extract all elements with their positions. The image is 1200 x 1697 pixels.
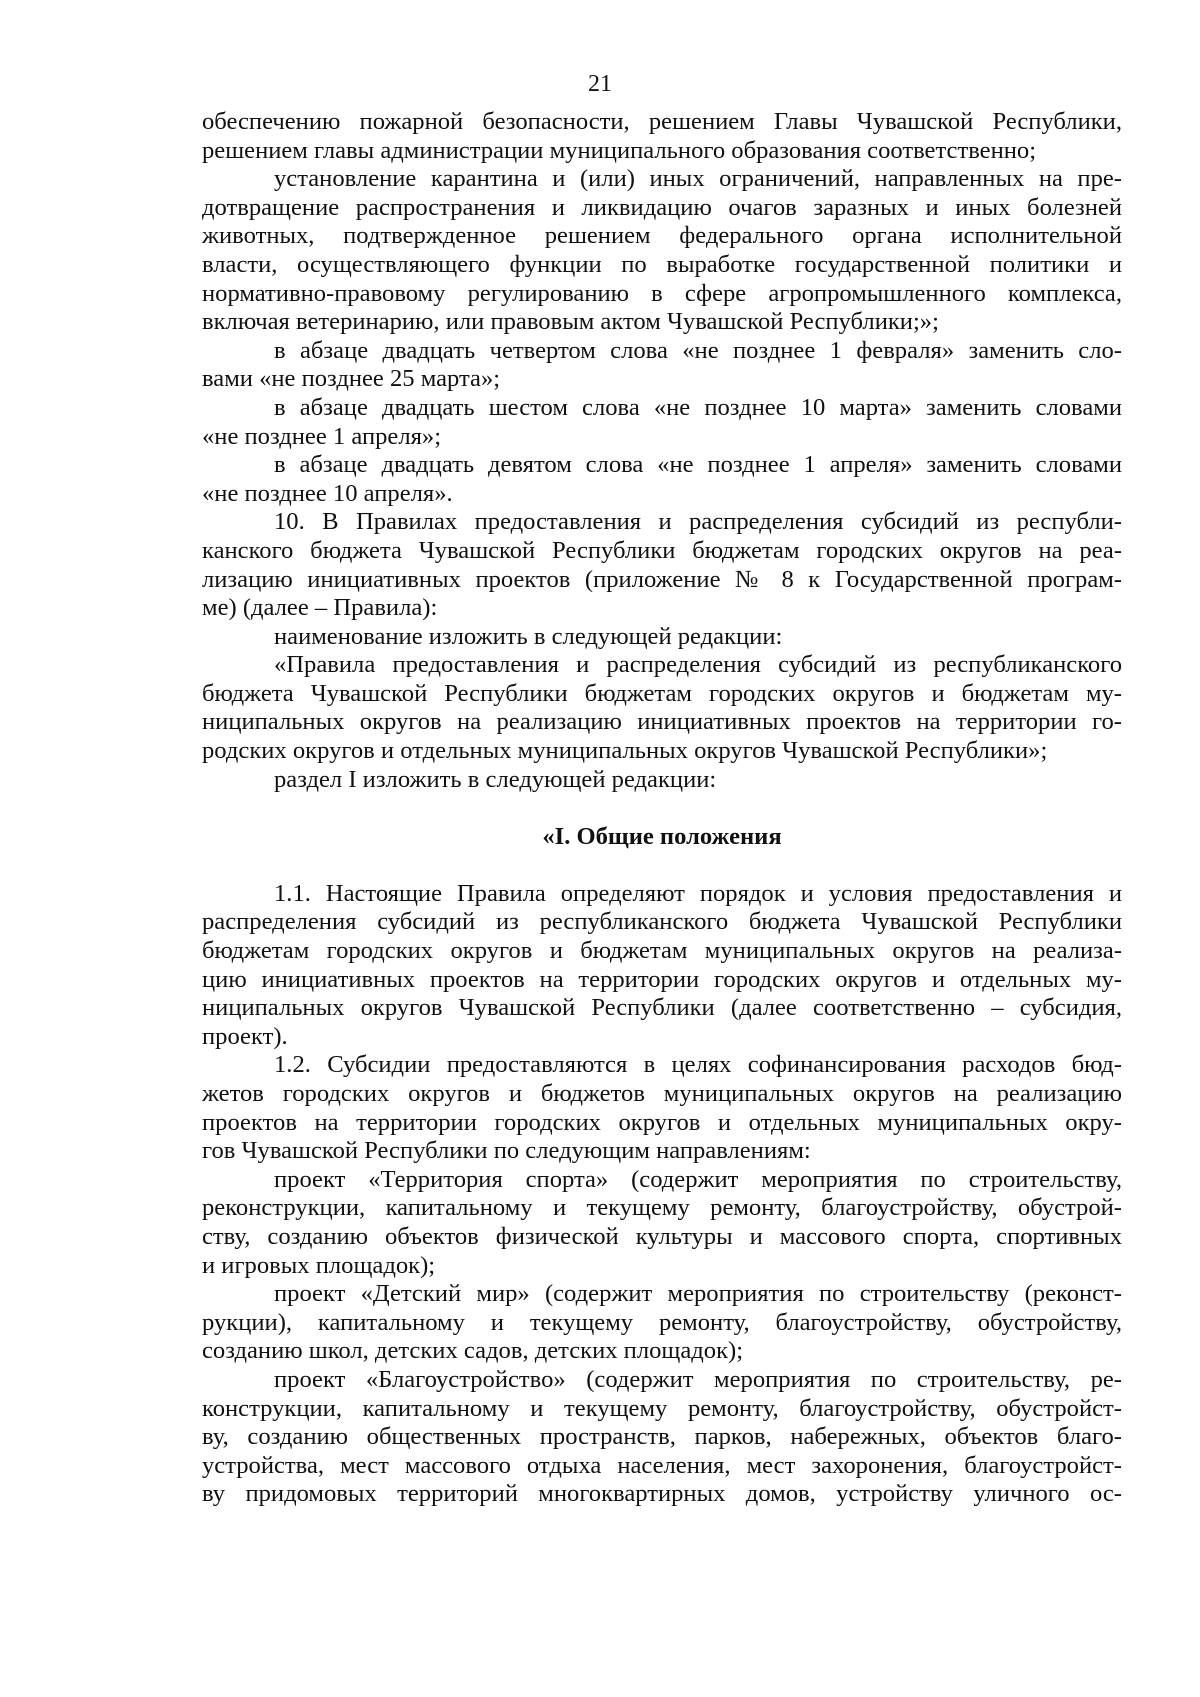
text-line: устройства, мест массового отдыха населения, мест захоронения, благоустройст- [202, 1451, 1122, 1479]
text-line: созданию школ, детских садов, детских площадок); [202, 1337, 744, 1365]
text-line: «Правила предоставления и распределения субсидий из республиканского [274, 651, 1122, 679]
text-line: бюджетам городских округов и бюджетам муниципальных округов на реализа- [202, 937, 1122, 965]
text-line: жетов городских округов и бюджетов муниципальных округов на реализацию [202, 1080, 1122, 1107]
text-line: раздел I изложить в следующей редакции: [274, 765, 717, 793]
text-line: родских округов и отдельных муниципальных округов Чувашской Республики»; [202, 737, 1048, 765]
section-paragraphs [202, 880, 1122, 1509]
text-line: обеспечению пожарной безопасности, решением Главы Чувашской Республики, [202, 108, 1122, 135]
text-line: ниципальных округов Чувашской Республики (далее соответственно – субсидия, [202, 994, 1122, 1022]
text-line: «не позднее 10 апреля». [202, 479, 453, 507]
amendment-paragraphs [202, 108, 1122, 794]
text-line: «не позднее 1 апреля»; [202, 422, 442, 450]
text-line: в абзаце двадцать четвертом слова «не позднее 1 февраля» заменить сло- [274, 336, 1122, 364]
text-line: рукции), капитальному и текущему ремонту, благоустройству, обустройству, [202, 1308, 1122, 1336]
text-line: лизацию инициативных проектов (приложение № 8 к Государственной програм- [202, 565, 1122, 593]
text-line: гов Чувашской Республики по следующим направлениям: [202, 1137, 811, 1165]
text-line: установление карантина и (или) иных ограничений, направленных на пре- [274, 165, 1122, 193]
text-line: власти, осуществляющего функции по выработке государственной политики и [202, 250, 1122, 278]
page-number: 21 [588, 71, 612, 97]
text-line: решением главы администрации муниципального образования соответственно; [202, 136, 1037, 164]
text-line: реконструкции, капитальному и текущему ремонту, благоустройству, обустрой- [202, 1194, 1122, 1222]
text-line: в абзаце двадцать шестом слова «не позднее 10 марта» заменить словами [274, 393, 1122, 421]
text-line: проект «Детский мир» (содержит мероприятия по строительству (реконст- [274, 1280, 1122, 1308]
text-line: ме) (далее – Правила): [202, 594, 438, 622]
text-line: распределения субсидий из республиканского бюджета Чувашской Республики [202, 908, 1122, 936]
text-line: ву придомовых территорий многоквартирных домов, устройству уличного ос- [202, 1480, 1122, 1508]
text-line: дотвращение распространения и ликвидацию очагов заразных и иных болезней [202, 193, 1122, 221]
text-line: проект «Территория спорта» (содержит мероприятия по строительству, [274, 1165, 1122, 1193]
text-line: проект). [202, 1022, 288, 1050]
text-line: 10. В Правилах предоставления и распределения субсидий из республи- [274, 508, 1122, 536]
text-line: 1.1. Настоящие Правила определяют порядок и условия предоставления и [274, 879, 1122, 907]
text-line: животных, подтвержденное решением федерального органа исполнительной [202, 222, 1122, 250]
text-line: включая ветеринарию, или правовым актом Чувашской Республики;»; [202, 308, 939, 336]
text-line: нормативно-правовому регулированию в сфере агропромышленного комплекса, [202, 279, 1122, 307]
text-line: ниципальных округов на реализацию инициативных проектов на территории го- [202, 708, 1122, 736]
text-line: ству, созданию объектов физической культуры и массового спорта, спортивных [202, 1222, 1122, 1250]
text-line: ву, созданию общественных пространств, парков, набережных, объектов благо- [202, 1423, 1122, 1451]
text-line: канского бюджета Чувашской Республики бюджетам городских округов на реа- [202, 536, 1122, 564]
text-line: бюджета Чувашской Республики бюджетам городских округов и бюджетам му- [202, 679, 1122, 707]
text-line: цию инициативных проектов на территории городских округов и отдельных му- [202, 965, 1122, 993]
text-line: проект «Благоустройство» (содержит мероприятия по строительству, ре- [274, 1365, 1122, 1393]
section-heading: «I. Общие положения [542, 823, 782, 851]
text-line: наименование изложить в следующей редакции: [274, 622, 783, 650]
text-line: в абзаце двадцать девятом слова «не позднее 1 апреля» заменить словами [274, 451, 1122, 479]
text-line: проектов на территории городских округов и отдельных муниципальных окру- [202, 1108, 1122, 1136]
text-line: и игровых площадок); [202, 1251, 436, 1279]
text-line: вами «не позднее 25 марта»; [202, 365, 501, 393]
document-body [202, 108, 1122, 1509]
text-line: 1.2. Субсидии предоставляются в целях софинансирования расходов бюд- [274, 1051, 1122, 1079]
text-line: конструкции, капитальному и текущему ремонту, благоустройству, обустройст- [202, 1394, 1122, 1422]
